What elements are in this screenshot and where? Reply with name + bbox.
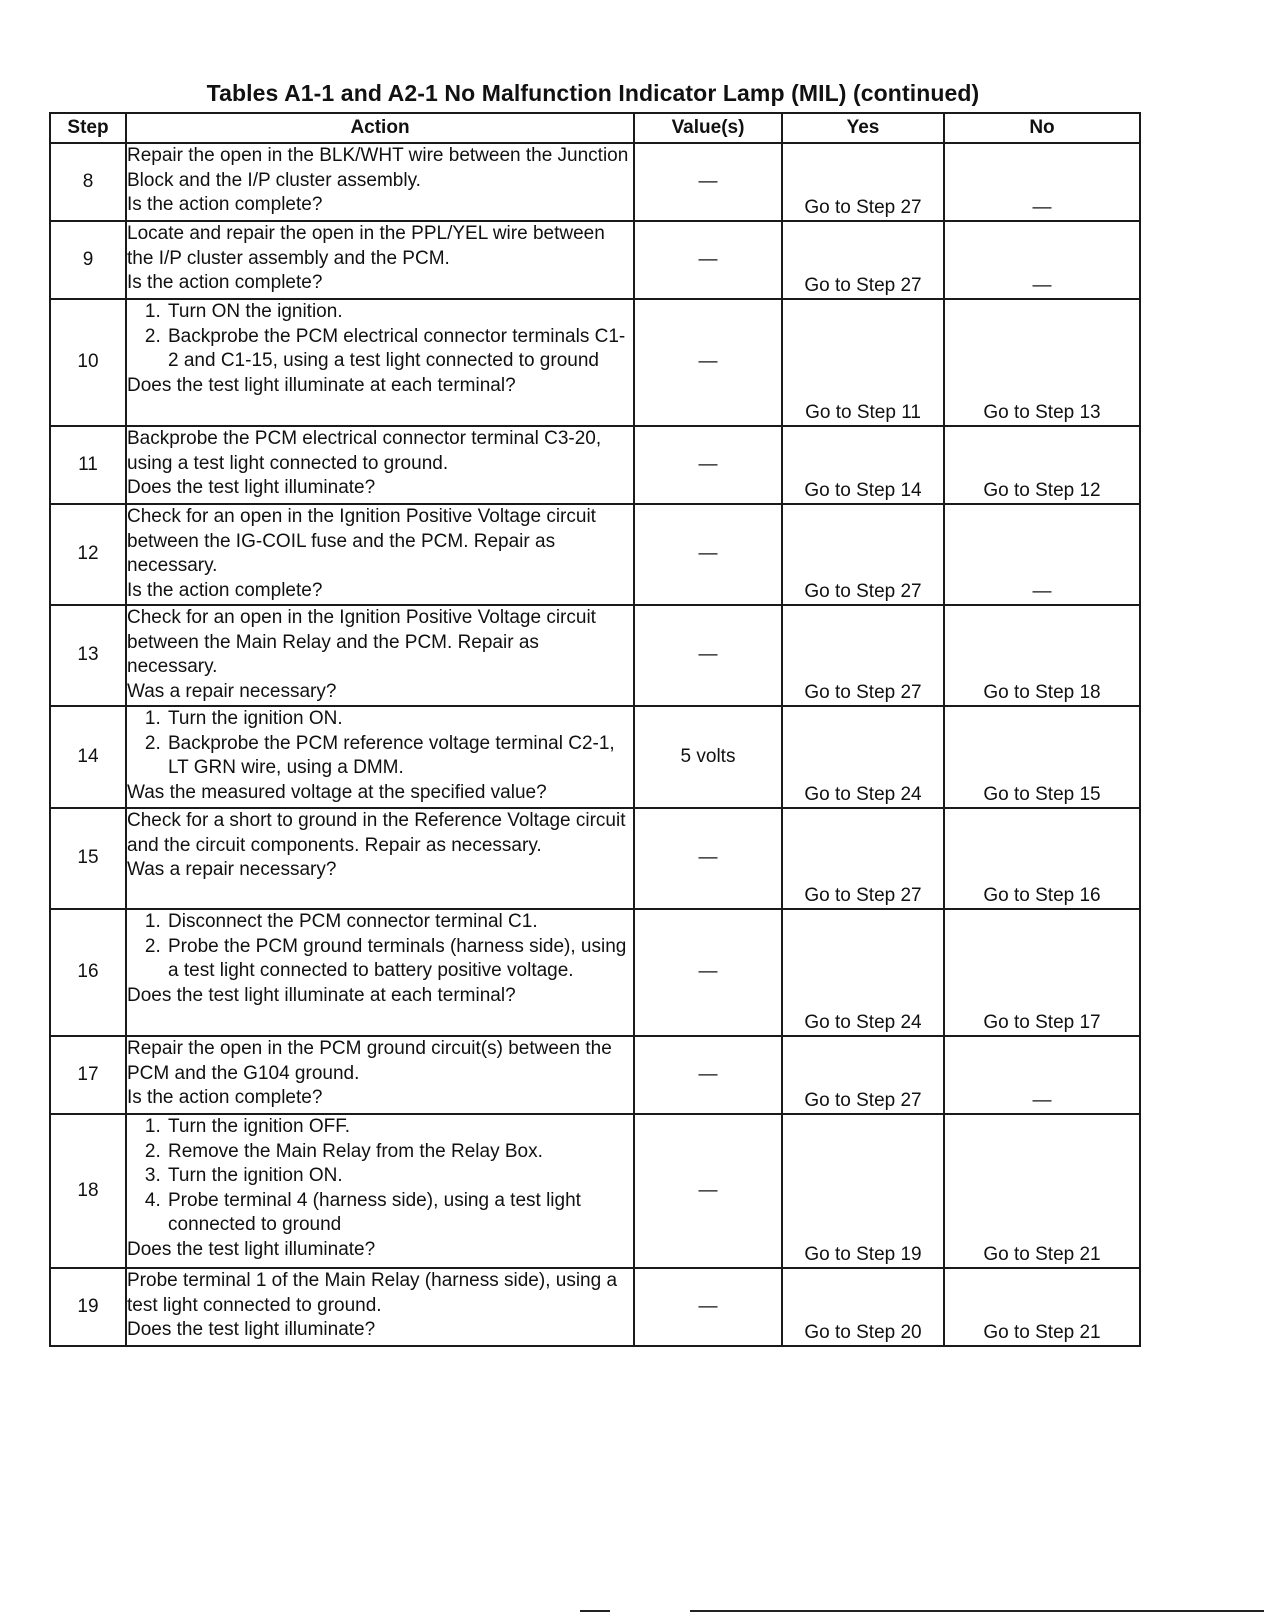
no-cell: Go to Step 13: [944, 299, 1140, 426]
table-body: [50, 143, 1140, 1346]
yes-cell: Go to Step 24: [782, 909, 944, 1036]
action-text: Locate and repair the open in the PPL/YEL wire between the I/P cluster assembly and the PCM.: [127, 223, 605, 269]
header-action: Action: [126, 113, 634, 143]
action-cell: [126, 1114, 634, 1268]
footer-rule-long: [690, 1610, 1264, 1612]
yes-cell: Go to Step 27: [782, 1036, 944, 1114]
no-cell: Go to Step 15: [944, 706, 1140, 808]
action-question: Was a repair necessary?: [127, 859, 337, 880]
header-step: Step: [50, 113, 126, 143]
value-cell: 5 volts: [634, 706, 782, 808]
table-row: [50, 299, 1140, 426]
substep-item: 2. Probe the PCM ground terminals (harness side), using a test light connected to battery positive voltage.: [166, 935, 633, 984]
table-row: [50, 605, 1140, 706]
substep-item: 2. Backprobe the PCM electrical connector terminals C1-2 and C1-15, using a test light connected to ground: [166, 325, 633, 374]
value-cell: —: [634, 426, 782, 504]
yes-cell: Go to Step 27: [782, 143, 944, 221]
action-text: Repair the open in the PCM ground circuit(s) between the PCM and the G104 ground.: [127, 1038, 612, 1084]
step-number: 16: [50, 909, 126, 1036]
action-text: Repair the open in the BLK/WHT wire between the Junction Block and the I/P cluster assembly.: [127, 145, 629, 191]
action-cell: [126, 1268, 634, 1346]
no-cell: —: [944, 221, 1140, 299]
table-row: [50, 1036, 1140, 1114]
substep-item: 4. Probe terminal 4 (harness side), using a test light connected to ground: [166, 1189, 633, 1238]
no-cell: Go to Step 17: [944, 909, 1140, 1036]
header-values: Value(s): [634, 113, 782, 143]
no-cell: Go to Step 16: [944, 808, 1140, 909]
step-number: 8: [50, 143, 126, 221]
action-text: Backprobe the PCM electrical connector terminal C3-20, using a test light connected to ground.: [127, 428, 602, 474]
substep-item: 2. Backprobe the PCM reference voltage terminal C2-1, LT GRN wire, using a DMM.: [166, 732, 633, 781]
no-cell: Go to Step 21: [944, 1268, 1140, 1346]
action-question: Is the action complete?: [127, 194, 323, 215]
yes-cell: Go to Step 27: [782, 504, 944, 605]
action-cell: [126, 1036, 634, 1114]
substep-item: 1. Turn the ignition OFF.: [166, 1115, 633, 1140]
table-row: [50, 1268, 1140, 1346]
step-number: 19: [50, 1268, 126, 1346]
step-number: 17: [50, 1036, 126, 1114]
step-number: 14: [50, 706, 126, 808]
header-no: No: [944, 113, 1140, 143]
action-cell: [126, 426, 634, 504]
no-cell: —: [944, 504, 1140, 605]
step-number: 11: [50, 426, 126, 504]
action-question: Was the measured voltage at the specified value?: [127, 781, 547, 803]
table-row: [50, 221, 1140, 299]
step-number: 13: [50, 605, 126, 706]
value-cell: —: [634, 1268, 782, 1346]
value-cell: —: [634, 221, 782, 299]
action-cell: [126, 909, 634, 1036]
action-text: Check for an open in the Ignition Positive Voltage circuit between the IG-COIL fuse and the PCM. Repair as necessary.: [127, 506, 596, 576]
yes-cell: Go to Step 19: [782, 1114, 944, 1268]
value-cell: —: [634, 1036, 782, 1114]
action-text: Check for an open in the Ignition Positive Voltage circuit between the Main Relay and the PCM. Repair as necessary.: [127, 607, 596, 677]
table-row: [50, 706, 1140, 808]
yes-cell: Go to Step 27: [782, 808, 944, 909]
action-cell: [126, 221, 634, 299]
value-cell: —: [634, 504, 782, 605]
action-cell: [126, 299, 634, 426]
action-question: Does the test light illuminate?: [127, 1319, 376, 1340]
action-cell: [126, 605, 634, 706]
table-row: [50, 504, 1140, 605]
action-question: Was a repair necessary?: [127, 680, 337, 702]
yes-cell: Go to Step 27: [782, 221, 944, 299]
table-row: [50, 909, 1140, 1036]
no-cell: Go to Step 18: [944, 605, 1140, 706]
action-cell: [126, 706, 634, 808]
value-cell: —: [634, 143, 782, 221]
substep-list: [127, 707, 633, 781]
action-question: Is the action complete?: [127, 272, 323, 293]
substep-item: 1. Disconnect the PCM connector terminal C1.: [166, 910, 633, 935]
action-cell: [126, 143, 634, 221]
value-cell: —: [634, 808, 782, 909]
yes-cell: Go to Step 14: [782, 426, 944, 504]
yes-cell: Go to Step 11: [782, 299, 944, 426]
no-cell: Go to Step 21: [944, 1114, 1140, 1268]
no-cell: Go to Step 12: [944, 426, 1140, 504]
header-yes: Yes: [782, 113, 944, 143]
action-question: Does the test light illuminate?: [127, 477, 376, 498]
substep-item: 2. Remove the Main Relay from the Relay Box.: [166, 1140, 633, 1165]
step-number: 9: [50, 221, 126, 299]
yes-cell: Go to Step 24: [782, 706, 944, 808]
no-cell: —: [944, 143, 1140, 221]
action-cell: [126, 808, 634, 909]
step-number: 18: [50, 1114, 126, 1268]
step-number: 15: [50, 808, 126, 909]
action-question: Is the action complete?: [127, 1087, 323, 1108]
action-question: Does the test light illuminate?: [127, 1238, 376, 1260]
substep-item: 1. Turn ON the ignition.: [166, 300, 633, 325]
action-text: Check for a short to ground in the Reference Voltage circuit and the circuit components. Repair as necessary.: [127, 810, 626, 856]
table-row: [50, 426, 1140, 504]
action-question: Does the test light illuminate at each terminal?: [127, 984, 516, 1006]
table-row: [50, 143, 1140, 221]
footer-rule-short: [580, 1610, 610, 1612]
troubleshooting-table: [49, 112, 1141, 1347]
substep-item: 1. Turn the ignition ON.: [166, 707, 633, 732]
yes-cell: Go to Step 27: [782, 605, 944, 706]
yes-cell: Go to Step 20: [782, 1268, 944, 1346]
value-cell: —: [634, 299, 782, 426]
value-cell: —: [634, 909, 782, 1036]
table-row: [50, 808, 1140, 909]
value-cell: —: [634, 605, 782, 706]
action-question: Does the test light illuminate at each terminal?: [127, 374, 516, 396]
substep-item: 3. Turn the ignition ON.: [166, 1164, 633, 1189]
action-question: Is the action complete?: [127, 579, 323, 601]
table-row: [50, 1114, 1140, 1268]
substep-list: [127, 910, 633, 984]
no-cell: —: [944, 1036, 1140, 1114]
substep-list: [127, 1115, 633, 1238]
page-title: Tables A1-1 and A2-1 No Malfunction Indicator Lamp (MIL) (continued): [206, 80, 980, 106]
action-cell: [126, 504, 634, 605]
header-row: [50, 113, 1140, 143]
step-number: 12: [50, 504, 126, 605]
step-number: 10: [50, 299, 126, 426]
substep-list: [127, 300, 633, 374]
action-text: Probe terminal 1 of the Main Relay (harness side), using a test light connected to ground.: [127, 1270, 618, 1316]
value-cell: —: [634, 1114, 782, 1268]
